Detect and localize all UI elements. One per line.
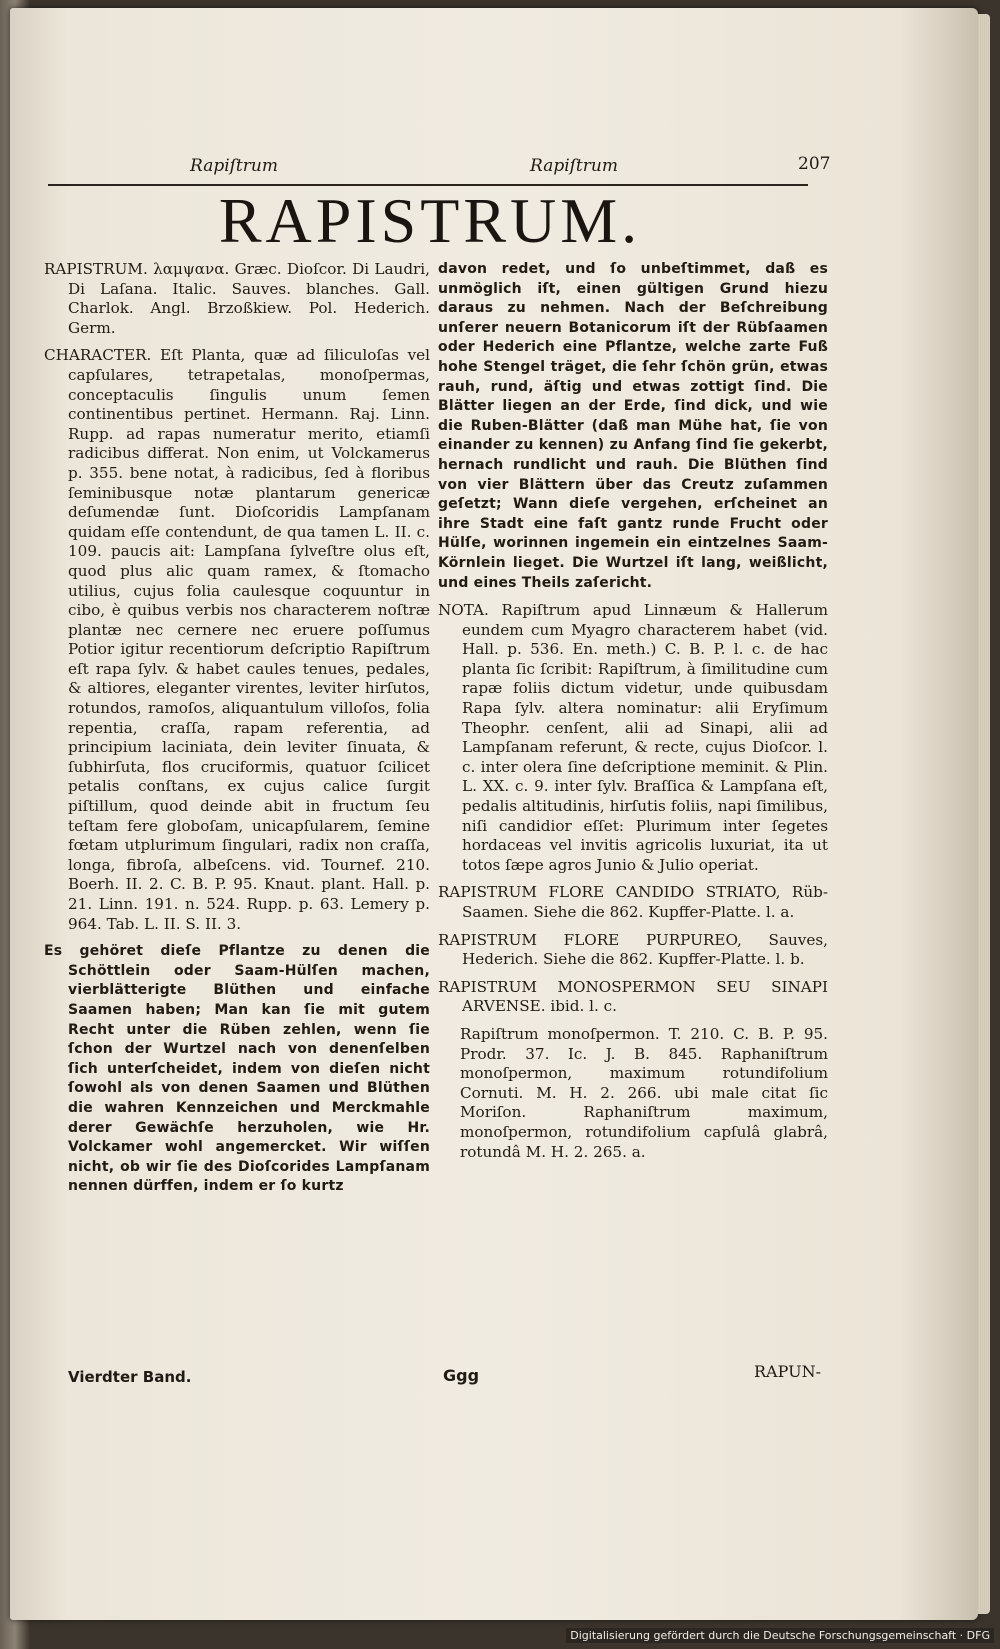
entry-flore-purpureo: RAPISTRUM FLORE PURPUREO, Sauves, Hederich. Siehe die 862. Kupffer-Platte. l. b. [438,930,828,969]
running-head-left: Rapiſtrum [190,156,278,176]
left-column [44,260,430,1205]
page-number: 207 [798,154,831,174]
entry-german-continued: davon redet, und ſo unbeſtimmet, daß es unmöglich iſt, einen gültigen Grund hiezu daraus zu nehmen. Nach der Beſchreibung unſerer neuern Botanicorum iſt der Rübſaamen oder Hederich eine Pflantze, welche zarte Fuß hohe Stengel träget, die ſehr ſchön grün, etwas rauh, rund, äſtig und etwas zottigt ſind. Die Blätter liegen an der Erde, ſind dick, und wie die Ruben-Blätter (daß man Mühe hat, ſie von einander zu kennen) zu Anfang ſind ſie gekerbt, hernach rundlicht und rauh. Die Blüthen ſind von vier Blättern über das Creutz zuſammen geſetzt; Wann dieſe vergehen, erſcheinet an ihre Stadt eine faſt gantz runde Frucht oder Hülſe, worinnen ingemein ein eintzelnes Saam-Körnlein lieget. Die Wurtzel iſt lang, weißlicht, und eines Theils zaſericht. [438,261,828,591]
footer-catchword: RAPUN- [754,1362,821,1381]
entry-german-description: Es gehöret dieſe Pflantze zu denen die Schöttlein oder Saam-Hülſen machen, vierblätterigte Blüthen und einfache Saamen haben; Man kan ſie mit gutem Recht unter die Rüben zehlen, wenn ſie ſchon der Wurtzel nach von denenſelben ſich unterſcheidet, indem von dieſen nicht ſowohl als von denen Saamen und Blüthen die wahren Kennzeichen und Merckmahle derer Gewächſe herzuholen, wie Hr. Volckamer wohl angemercket. Wir wiſſen nicht, ob wir ſie des Dioſcorides Lampſanam nennen dürffen, indem er ſo kurtz [44,943,430,1195]
book-page [10,8,978,1620]
page-edge [978,14,990,1614]
page-title: RAPISTRUM. [218,185,642,256]
footer-signature: Ggg [443,1366,480,1385]
entry-character: CHARACTER. Eſt Planta, quæ ad ſiliculoſas vel capſulares, tetrapetalas, monoſpermas, conceptaculis ſingulis unum ſemen continentibus pertinet. Hermann. Raj. Linn. Rupp. ad rapas numeratur merito, etiamſi radicibus differat. Non enim, ut Volckamerus p. 355. bene notat, à radicibus, ſed à floribus ſeminibusque notæ plantarum genericæ deſumendæ ſunt. Dioſcoridis Lampſanam quidam eſſe contendunt, de qua tamen L. II. c. 109. paucis ait: Lampſana ſylveſtre olus eſt, quod plus alic quam ramex, & ſtomacho utilius, cujus folia caulesque coquuntur in cibo, è quibus verbis nos characterem noſtræ plantæ nec cernere nec eruere poſſumus Potior igitur recentiorum deſcriptio Rapiſtrum eſt rapa ſylv. & habet caules tenues, pedales, & altiores, eleganter virentes, leviter hirſutos, rotundos, ramoſos, aliquantulum villoſos, folia repentia, craſſa, rapam referentia, ad principium laciniata, dein leviter ſinuata, & ſubhirſuta, flos cruciformis, quatuor ſcilicet petalis conſtans, ex cujus calice ſurgit piſtillum, quod deinde abit in fructum ſeu teſtam fere globoſam, unicapſularem, ſemine fœtam utplurimum ſingulari, radix non craſſa, longa, fibroſa, albeſcens. vid. Tournef. 210. Boerh. II. 2. C. B. P. 95. Knaut. plant. Hall. p. 21. Linn. 191. n. 524. Rupp. p. 63. Lemery p. 964. Tab. L. II. S. II. 3. [44,346,430,933]
entry-nota: NOTA. Rapiſtrum apud Linnæum & Hallerum eundem cum Myagro characterem habet (vid. Hall. p. 536. En. meth.) C. B. P. l. c. de hac planta ſic ſcribit: Rapiſtrum, à ſimilitudine cum rapæ foliis dictum videtur, unde quibusdam Rapa ſylv. altera nominatur: alii Eryſimum Theophr. cenſent, alii ad Sinapi, alii ad Lampſanam referunt, & recte, cujus Dioſcor. l. c. inter olera ſine deſcriptione meminit. & Plin. L. XX. c. 9. inter ſylv. Braſſica & Lampſana eſt, pedalis altitudinis, hirſutis foliis, napi ſimilibus, niſi candidior eſſet: Plurimum inter ſegetes hordaceas vel invitis agricolis luxuriat, ita ut totos ſæpe agros Junio & Julio operiat. [438,601,828,874]
digitization-credit: Digitalisierung gefördert durch die Deutsche Forschungsgemeinschaft · DFG [566,1628,994,1643]
running-head-center: Rapiſtrum [530,156,618,176]
entry-synonyms: RAPISTRUM. λαμψανα. Græc. Dioſcor. Di Laudri, Di Laſana. Italic. Sauves. blanches. Gall. Charlok. Angl. Brzoßkiew. Pol. Hederich. Germ. [44,260,430,337]
entry-monospermon-synonyms: Rapiſtrum monoſpermon. T. 210. C. B. P. 95. Prodr. 37. Ic. J. B. 845. Raphaniſtrum monoſpermon, maximum rotundifolium Cornuti. M. H. 2. 266. ubi male citat ſic Moriſon. Raphaniſtrum maximum, monoſpermon, rotundifolium capſulâ glabrâ, rotundâ M. H. 2. 265. a. [460,1024,828,1161]
footer-volume: Vierdter Band. [68,1368,192,1386]
entry-flore-candido: RAPISTRUM FLORE CANDIDO STRIATO, Rüb-Saamen. Siehe die 862. Kupffer-Platte. l. a. [438,883,828,921]
entry-monospermon: RAPISTRUM MONOSPERMON SEU SINAPI ARVENSE. ibid. l. c. [438,977,828,1016]
right-column [438,260,828,1170]
